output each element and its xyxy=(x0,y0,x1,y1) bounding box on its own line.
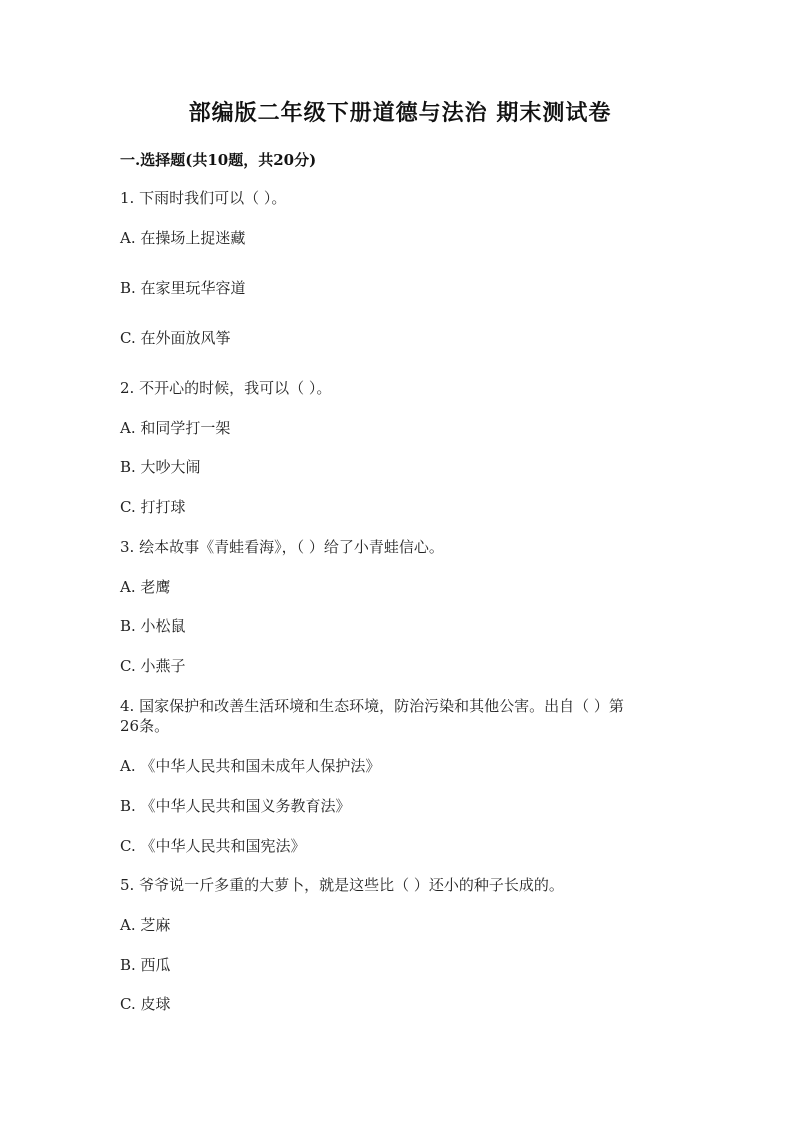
question-4-stem-text: 4. 国家保护和改善生活环境和生态环境，防治污染和其他公害。出自（ ）第26条。 xyxy=(120,697,624,735)
question-3-option-c: C. 小燕子 xyxy=(120,657,186,675)
question-2-option-b: B. 大吵大闹 xyxy=(120,458,201,476)
question-1-option-a: A. 在操场上捉迷藏 xyxy=(120,229,246,247)
question-2-option-a: A. 和同学打一架 xyxy=(120,419,231,437)
question-1-stem: 1. 下雨时我们可以（ ）。 xyxy=(120,189,287,207)
section-header: 一.选择题(共10题，共20分) xyxy=(120,151,317,169)
question-5-option-a: A. 芝麻 xyxy=(120,916,171,934)
exam-title: 部编版二年级下册道德与法治 期末测试卷 xyxy=(188,100,612,126)
question-5-option-c: C. 皮球 xyxy=(120,995,171,1013)
question-2-option-c: C. 打打球 xyxy=(120,498,186,516)
question-1-option-b: B. 在家里玩华容道 xyxy=(120,279,246,297)
question-3-option-a: A. 老鹰 xyxy=(120,578,171,596)
question-1-option-c: C. 在外面放风筝 xyxy=(120,329,231,347)
question-2-stem: 2. 不开心的时候，我可以（ ）。 xyxy=(120,379,332,397)
question-3-stem: 3. 绘本故事《青蛙看海》，（ ）给了小青蛙信心。 xyxy=(120,538,444,556)
question-5-option-b: B. 西瓜 xyxy=(120,956,171,974)
question-4-option-b: B. 《中华人民共和国义务教育法》 xyxy=(120,797,351,815)
question-3-option-b: B. 小松鼠 xyxy=(120,617,186,635)
question-4-option-c: C. 《中华人民共和国宪法》 xyxy=(120,837,306,855)
question-4-stem xyxy=(120,696,640,736)
question-4-option-a: A. 《中华人民共和国未成年人保护法》 xyxy=(120,757,381,775)
question-5-stem: 5. 爷爷说一斤多重的大萝卜，就是这些比（ ）还小的种子长成的。 xyxy=(120,876,564,894)
